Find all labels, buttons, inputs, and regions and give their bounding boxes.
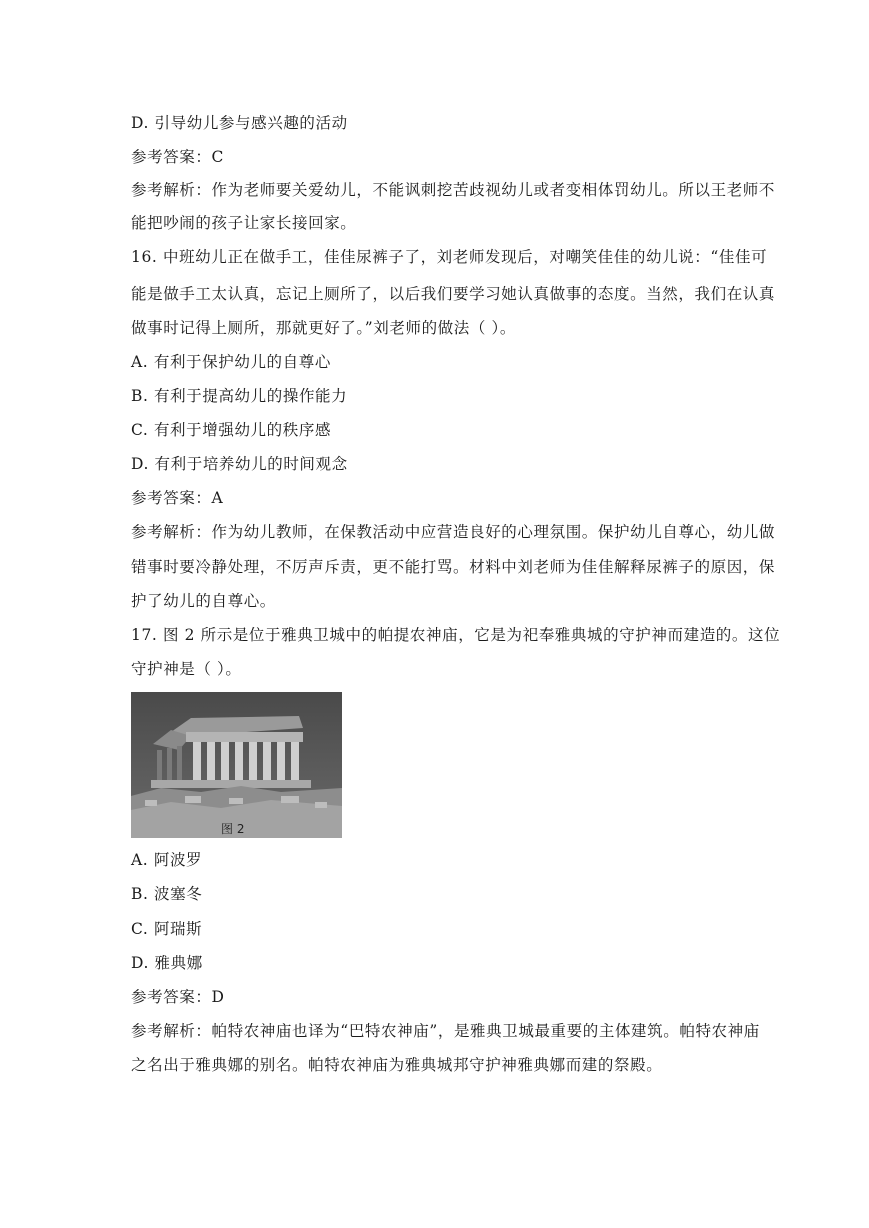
q17-stem-line-2: 守护神是（ ）。 [131, 660, 242, 678]
figure-caption: 图 2 [221, 822, 245, 836]
q16-option-d: D. 有利于培养幼儿的时间观念 [131, 455, 348, 473]
q17-explanation-line-2: 之名出于雅典娜的别名。帕特农神庙为雅典城邦守护神雅典娜而建的祭殿。 [131, 1056, 663, 1074]
q16-option-b: B. 有利于提高幼儿的操作能力 [131, 387, 348, 405]
q16-explanation-line-1: 参考解析：作为幼儿教师，在保教活动中应营造良好的心理氛围。保护幼儿自尊心，幼儿做 [131, 523, 776, 541]
q17-explanation-line-1: 参考解析：帕特农神庙也译为“巴特农神庙”，是雅典卫城最重要的主体建筑。帕特农神庙 [131, 1022, 760, 1040]
q15-answer: 参考答案：C [131, 148, 224, 166]
q17-stem-line-1: 17. 图 2 所示是位于雅典卫城中的帕提农神庙，它是为祀奉雅典城的守护神而建造的。这位 [131, 626, 781, 644]
q16-stem-line-3: 做事时记得上厕所，那就更好了。”刘老师的做法（ ）。 [131, 319, 516, 337]
q17-option-b: B. 波塞冬 [131, 885, 203, 903]
q15-explanation-line-1: 参考解析：作为老师要关爱幼儿，不能讽刺挖苦歧视幼儿或者变相体罚幼儿。所以王老师不 [131, 181, 776, 199]
q17-option-c: C. 阿瑞斯 [131, 920, 203, 938]
q16-option-c: C. 有利于增强幼儿的秩序感 [131, 421, 332, 439]
q15-explanation-line-2: 能把吵闹的孩子让家长接回家。 [131, 214, 357, 232]
q17-option-a: A. 阿波罗 [131, 851, 203, 869]
q16-stem-line-1: 16. 中班幼儿正在做手工，佳佳尿裤子了，刘老师发现后，对嘲笑佳佳的幼儿说：“佳佳可 [131, 248, 768, 266]
q16-answer: 参考答案：A [131, 489, 224, 507]
q17-answer: 参考答案：D [131, 988, 225, 1006]
q16-stem-line-2: 能是做手工太认真，忘记上厕所了，以后我们要学习她认真做事的态度。当然，我们在认真 [131, 285, 776, 303]
q16-explanation-line-3: 护了幼儿的自尊心。 [131, 592, 276, 610]
q16-explanation-line-2: 错事时要冷静处理，不厉声斥责，更不能打骂。材料中刘老师为佳佳解释尿裤子的原因，保 [131, 558, 776, 576]
q15-option-d: D. 引导幼儿参与感兴趣的活动 [131, 114, 348, 132]
q17-option-d: D. 雅典娜 [131, 954, 203, 972]
q16-option-a: A. 有利于保护幼儿的自尊心 [131, 353, 331, 371]
parthenon-illustration [131, 692, 342, 838]
parthenon-photo [131, 692, 342, 838]
